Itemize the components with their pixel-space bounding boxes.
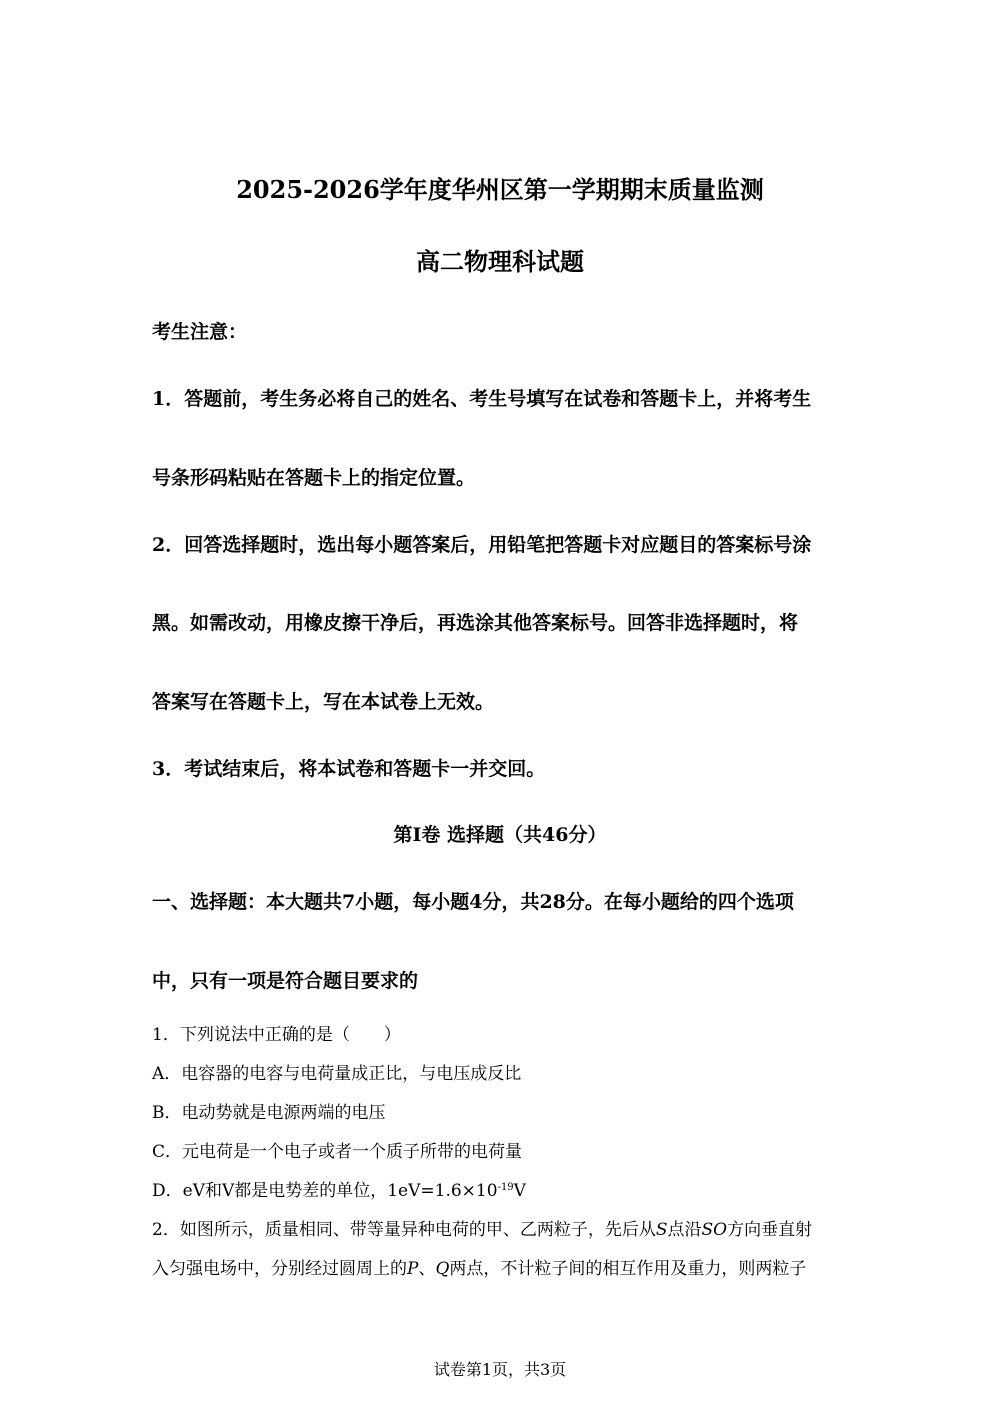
option-d-exponent: -19 <box>497 1182 514 1193</box>
question-1-option-b: B．电动势就是电源两端的电压 <box>152 1103 386 1123</box>
exam-title: 2025-2026学年度华州区第一学期期末质量监测 <box>236 175 764 204</box>
q2-point-s: S <box>655 1220 668 1240</box>
notice-line-5: 答案写在答题卡上，写在本试卷上无效。 <box>152 691 495 713</box>
notice-line-6: 3．考试结束后，将本试卷和答题卡一并交回。 <box>152 758 546 780</box>
section-title: 第Ⅰ卷 选择题（共46分） <box>393 824 607 846</box>
exam-subtitle: 高二物理科试题 <box>416 247 584 276</box>
q2-point-p: P <box>407 1259 419 1279</box>
q2-text: 两点，不计粒子间的相互作用及重力，则两粒子 <box>449 1259 807 1279</box>
question-1-stem: 1．下列说法中正确的是（ ） <box>152 1025 401 1045</box>
part1-instructions-line-1: 一、选择题：本大题共7小题，每小题4分，共28分。在每小题给的四个选项 <box>152 891 794 913</box>
q2-text: 、 <box>418 1259 436 1279</box>
question-1-option-a: A．电容器的电容与电荷量成正比，与电压成反比 <box>152 1064 522 1084</box>
q2-text: 方向垂直射 <box>727 1220 813 1240</box>
option-d-text: D．eV和V都是电势差的单位，1eV=1.6×10 <box>152 1181 498 1201</box>
question-2-line-1 <box>152 1215 812 1240</box>
question-1-option-c: C．元电荷是一个电子或者一个质子所带的电荷量 <box>152 1142 523 1162</box>
notice-line-4: 黑。如需改动，用橡皮擦干净后，再选涂其他答案标号。回答非选择题时，将 <box>152 612 799 634</box>
notice-line-3: 2．回答选择题时，选出每小题答案后，用铅笔把答题卡对应题目的答案标号涂 <box>152 534 812 556</box>
question-2-line-2 <box>152 1254 806 1279</box>
part1-instructions-line-2: 中，只有一项是符合题目要求的 <box>152 970 419 992</box>
q2-text: 点沿 <box>667 1220 702 1240</box>
q2-line-so: SO <box>701 1220 728 1240</box>
notice-line-1: 1．答题前，考生务必将自己的姓名、考生号填写在试卷和答题卡上，并将考生 <box>152 388 812 410</box>
q2-text: 2．如图所示，质量相同、带等量异种电荷的甲、乙两粒子，先后从 <box>152 1220 656 1240</box>
notice-line-2: 号条形码粘贴在答题卡上的指定位置。 <box>152 467 476 489</box>
notice-heading: 考生注意： <box>152 321 248 343</box>
q2-text: 入匀强电场中，分别经过圆周上的 <box>152 1259 407 1279</box>
option-d-unit: V <box>513 1181 526 1201</box>
q2-point-q: Q <box>435 1259 450 1279</box>
page-footer: 试卷第1页，共3页 <box>433 1360 567 1379</box>
question-1-option-d <box>152 1176 526 1201</box>
